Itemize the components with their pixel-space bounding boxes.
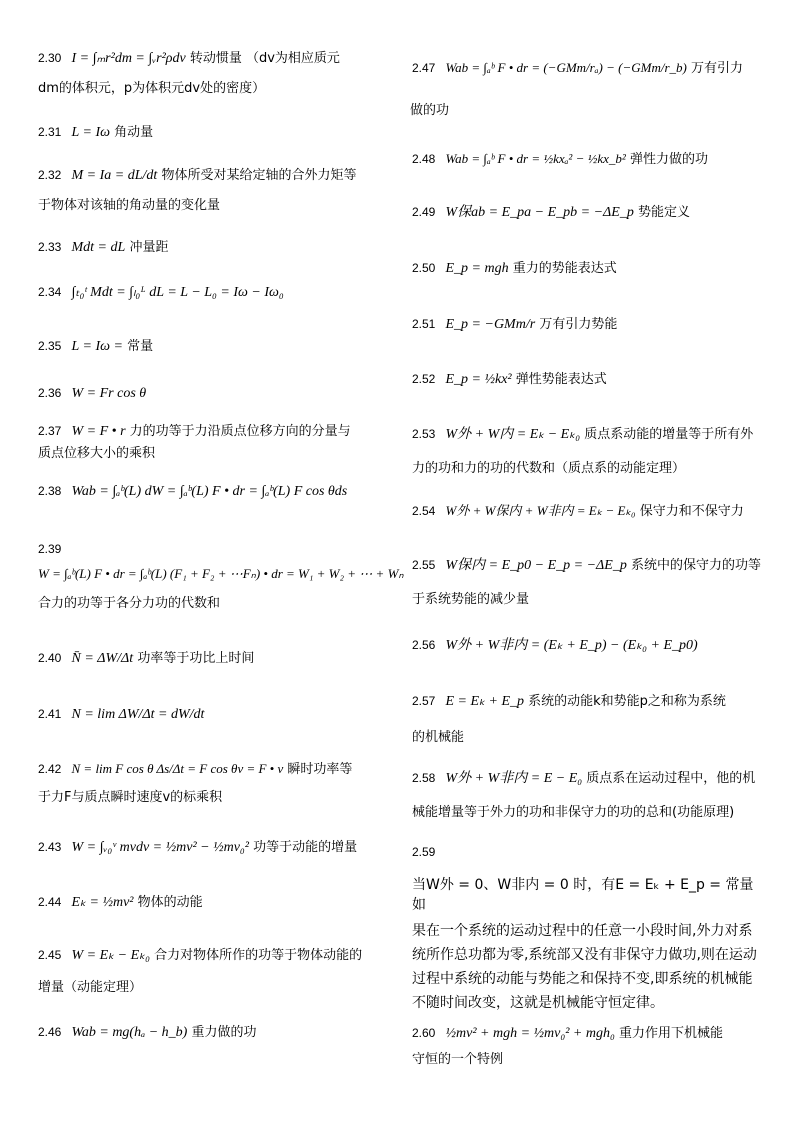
item-number: 2.36 xyxy=(38,386,62,400)
description: 系统的动能k和势能p之和称为系统 xyxy=(528,694,726,709)
formula-item xyxy=(412,635,762,656)
item-number: 2.40 xyxy=(38,651,62,665)
description-continued: dm的体积元，p为体积元dv处的密度） xyxy=(38,81,266,96)
formula: E_p = −GMm/r xyxy=(445,317,536,332)
item-number: 2.38 xyxy=(38,484,62,498)
description: 万有引力势能 xyxy=(539,317,618,332)
description: 质点系在运动过程中，他的机 xyxy=(586,771,756,786)
description-continued: 力的功和力的功的代数和（质点系的动能定理） xyxy=(412,461,686,476)
formula: Eₖ = ½mv² xyxy=(71,895,134,910)
formula-item xyxy=(38,892,386,913)
formula: W = ∫ᵥ₀ᵛ mvdv = ½mv² − ½mv₀² xyxy=(71,840,249,855)
description: 转动惯量 （dv为相应质元 xyxy=(189,51,340,66)
formula: W = F • r xyxy=(71,424,126,439)
formula: Wab = ∫ₐᵇ(L) dW = ∫ₐᵇ(L) F • dr = ∫ₐᵇ(L) F cos θds xyxy=(71,484,348,499)
formula: W外 + W内 = Eₖ − Eₖ₀ xyxy=(445,427,581,442)
description: 力的功等于力沿质点位移方向的分量与 xyxy=(129,424,351,439)
formula: W = Fr cos θ xyxy=(71,386,147,401)
description: 物体所受对某给定轴的合外力矩等 xyxy=(161,168,357,183)
formula-item xyxy=(38,165,386,216)
formula-item xyxy=(38,383,386,404)
description: 重力的势能表达式 xyxy=(512,261,617,276)
formula-item xyxy=(38,481,386,502)
formula: ½mv² + mgh = ½mv₀² + mgh₀ xyxy=(445,1026,615,1041)
description: 当W外 = 0、W非内 = 0 时，有E = Eₖ + E_p = 常量 如 xyxy=(412,877,754,913)
item-number: 2.32 xyxy=(38,168,62,182)
item-number: 2.34 xyxy=(38,285,62,299)
item-number: 2.58 xyxy=(412,771,436,785)
description-continued: 果在一个系统的运动过程中的任意一小段时间,外力对系统所作总功都为零,系统部又没有非保守力做功,则在运动过程中系统的动能与势能之和保持不变,即系统的机械能不随时间改变，这就是机械能守恒定律。 xyxy=(412,923,757,1011)
item-number: 2.42 xyxy=(38,762,62,776)
formula: W = ∫ₐᵇ(L) F • dr = ∫ₐᵇ(L) (F₁ + F₂ + ⋯Fₙ) • dr = W₁ + W₂ + ⋯ + Wₙ xyxy=(38,566,404,581)
item-number: 2.39 xyxy=(38,542,62,556)
formula-item xyxy=(38,282,386,303)
formula: ∫ₜ₀ᵗ Mdt = ∫ₗ₀ᴸ dL = L − L₀ = Iω − Iω₀ xyxy=(71,285,284,300)
formula: W外 + W非内 = E − E₀ xyxy=(445,771,583,786)
formula-item xyxy=(38,1022,386,1043)
formula-item xyxy=(412,555,762,610)
formula: W保ab = E_pa − E_pb = −ΔE_p xyxy=(445,205,634,220)
item-number: 2.31 xyxy=(38,125,62,139)
item-number: 2.45 xyxy=(38,948,62,962)
description: 弹性力做的功 xyxy=(629,152,708,167)
description: 角动量 xyxy=(114,125,154,140)
description-continued: 守恒的一个特例 xyxy=(412,1052,504,1067)
description: 功等于动能的增量 xyxy=(253,840,358,855)
formula: I = ∫ₘr²dm = ∫ᵥr²ρdv xyxy=(71,51,186,66)
item-number: 2.37 xyxy=(38,424,62,438)
description: 弹性势能表达式 xyxy=(515,372,607,387)
item-number: 2.49 xyxy=(412,205,436,219)
formula-item xyxy=(412,842,762,1015)
description: 合力对物体所作的功等于物体动能的 xyxy=(154,948,363,963)
formula-item xyxy=(38,704,386,725)
formula: N = lim ΔW/Δt = dW/dt xyxy=(71,707,205,722)
formula-item xyxy=(412,58,762,121)
formula-item xyxy=(412,1023,762,1070)
formula: W外 + W保内 + W非内 = Eₖ − Eₖ₀ xyxy=(445,503,636,518)
item-number: 2.30 xyxy=(38,51,62,65)
formula-item xyxy=(412,202,762,223)
item-number: 2.47 xyxy=(412,61,436,75)
formula-item xyxy=(412,501,762,522)
formula: N = lim F cos θ Δs/Δt = F cos θv = F • v xyxy=(71,761,284,776)
item-number: 2.60 xyxy=(412,1026,436,1040)
formula: L = Iω xyxy=(71,125,111,140)
formula-item xyxy=(38,421,386,464)
item-number: 2.59 xyxy=(412,845,436,859)
item-number: 2.53 xyxy=(412,427,436,441)
formula-item xyxy=(412,691,762,748)
description: 质点系动能的增量等于所有外 xyxy=(584,427,754,442)
formula: W = Eₖ − Eₖ₀ xyxy=(71,948,150,963)
formula: E = Eₖ + E_p xyxy=(445,694,525,709)
item-number: 2.46 xyxy=(38,1025,62,1039)
formula-item xyxy=(38,539,404,614)
item-number: 2.44 xyxy=(38,895,62,909)
description: 物体的动能 xyxy=(137,895,203,910)
description-continued: 于力F与质点瞬时速度v的标乘积 xyxy=(38,790,223,805)
item-number: 2.43 xyxy=(38,840,62,854)
formula-item xyxy=(412,149,762,170)
description: 重力做的功 xyxy=(191,1025,257,1040)
item-number: 2.55 xyxy=(412,558,436,572)
item-number: 2.51 xyxy=(412,317,436,331)
formula-item xyxy=(38,945,386,998)
formula-item xyxy=(38,759,386,808)
description-continued: 质点位移大小的乘积 xyxy=(38,446,156,461)
description: 功率等于功比上时间 xyxy=(137,651,255,666)
item-number: 2.52 xyxy=(412,372,436,386)
item-number: 2.54 xyxy=(412,504,436,518)
formula: W保内 = E_p0 − E_p = −ΔE_p xyxy=(445,558,627,573)
description-continued: 械能增量等于外力的功和非保守力的功的总和(功能原理) xyxy=(412,805,735,820)
formula: Wab = ∫ₐᵇ F • dr = (−GMm/rₐ) − (−GMm/r_b) xyxy=(445,60,687,75)
formula-item xyxy=(412,369,762,390)
description: 合力的功等于各分力功的代数和 xyxy=(38,596,221,611)
description-continued: 于物体对该轴的角动量的变化量 xyxy=(38,198,221,213)
formula: Wab = ∫ₐᵇ F • dr = ½kxₐ² − ½kx_b² xyxy=(445,151,626,166)
formula-item xyxy=(38,837,386,858)
formula: N̄ = ΔW/Δt xyxy=(71,651,134,666)
description: 系统中的保守力的功等 xyxy=(630,558,761,573)
description: 重力作用下机械能 xyxy=(618,1026,723,1041)
formula-item xyxy=(38,48,386,99)
formula-item xyxy=(412,424,762,479)
formula: Wab = mg(hₐ − h_b) xyxy=(71,1025,188,1040)
formula-item xyxy=(38,237,386,258)
description: 势能定义 xyxy=(637,205,690,220)
formula: L = Iω = xyxy=(71,339,123,354)
formula: M = Ia = dL/dt xyxy=(71,168,158,183)
description: 瞬时功率等 xyxy=(287,762,353,777)
formula-item xyxy=(38,122,386,143)
item-number: 2.33 xyxy=(38,240,62,254)
description-continued: 于系统势能的减少量 xyxy=(412,592,530,607)
description-continued: 做的功 xyxy=(410,103,450,118)
description-continued: 增量（动能定理） xyxy=(38,980,143,995)
formula-item xyxy=(412,258,762,279)
item-number: 2.35 xyxy=(38,339,62,353)
description: 万有引力 xyxy=(690,61,743,76)
description: 保守力和不保守力 xyxy=(639,504,744,519)
formula-item xyxy=(38,336,386,357)
formula: W外 + W非内 = (Eₖ + E_p) − (Eₖ₀ + E_p0) xyxy=(445,638,698,653)
formula-item xyxy=(412,768,762,823)
item-number: 2.48 xyxy=(412,152,436,166)
formula: E_p = mgh xyxy=(445,261,509,276)
formula-item xyxy=(38,648,386,669)
item-number: 2.57 xyxy=(412,694,436,708)
formula: E_p = ½kx² xyxy=(445,372,512,387)
description-continued: 的机械能 xyxy=(412,730,465,745)
description: 常量 xyxy=(127,339,154,354)
description: 冲量距 xyxy=(129,240,169,255)
item-number: 2.41 xyxy=(38,707,62,721)
formula-item xyxy=(412,314,762,335)
item-number: 2.56 xyxy=(412,638,436,652)
item-number: 2.50 xyxy=(412,261,436,275)
formula: Mdt = dL xyxy=(71,240,126,255)
